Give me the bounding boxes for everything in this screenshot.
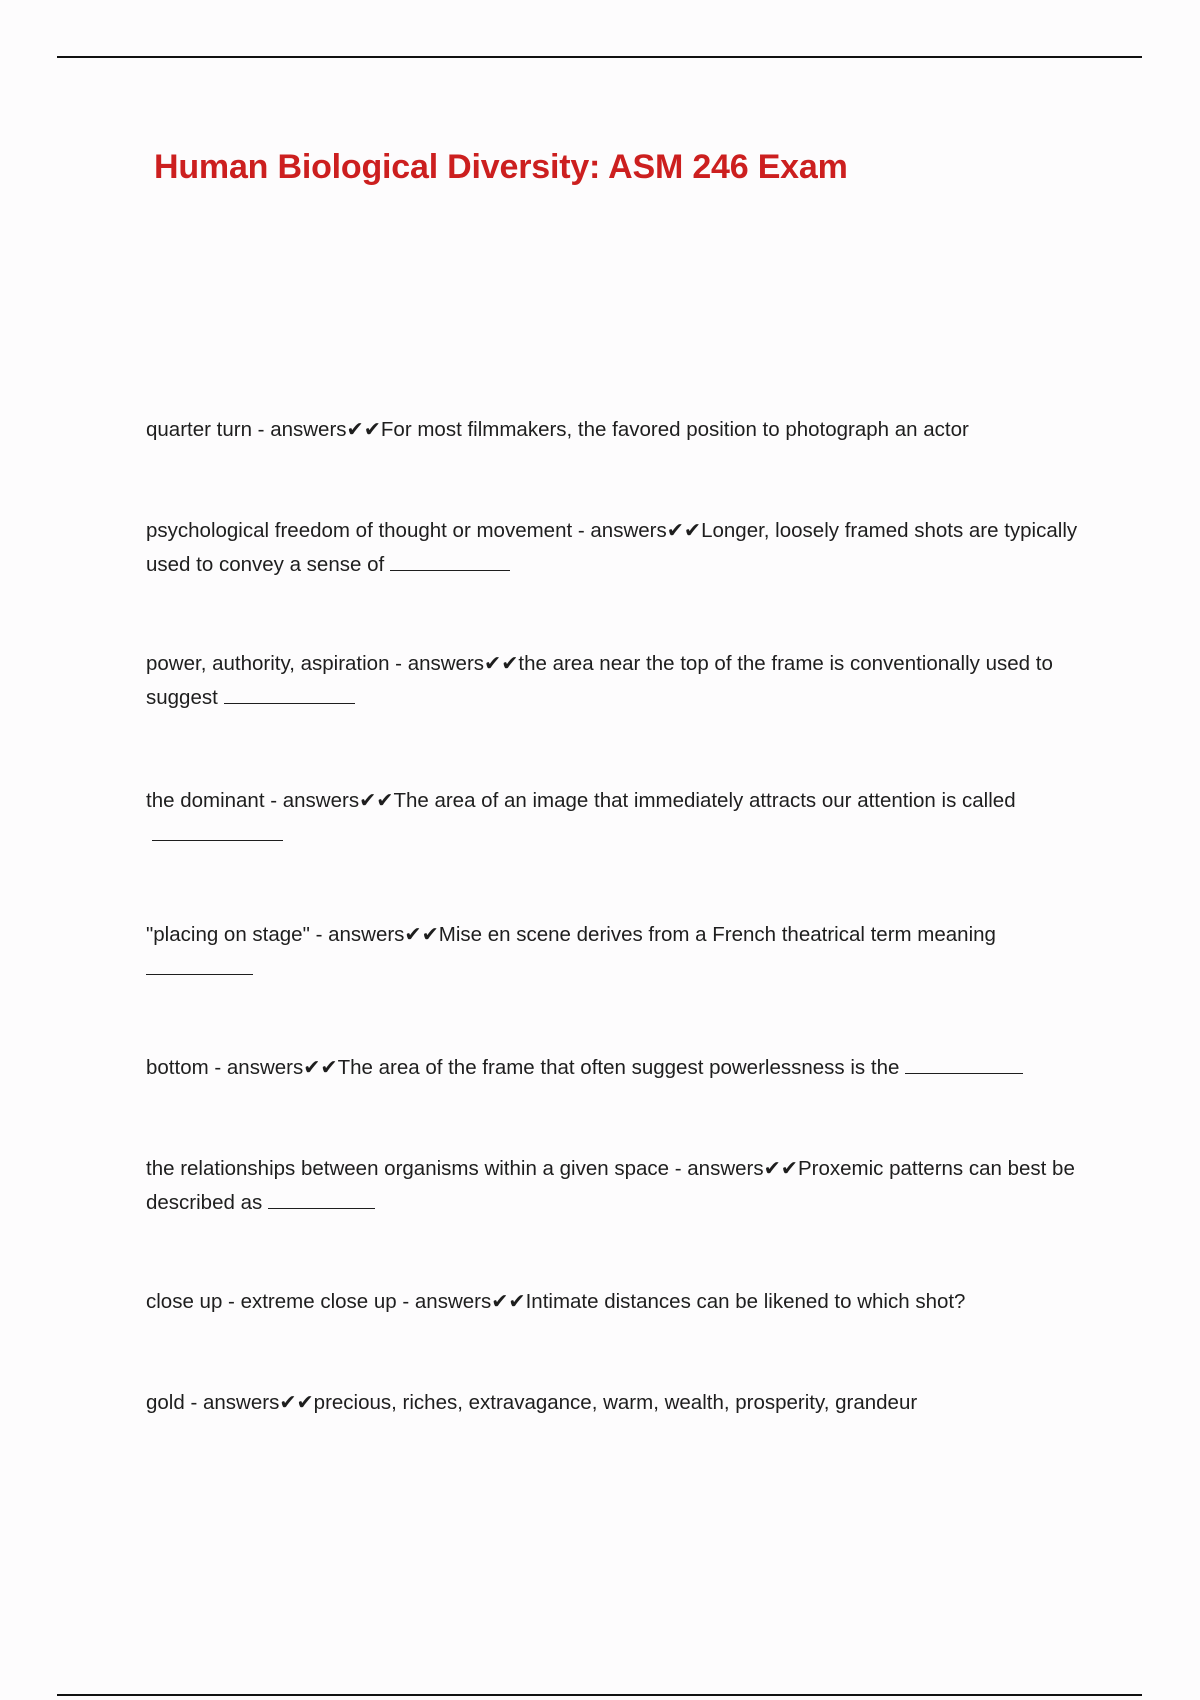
fill-in-blank: [146, 956, 253, 975]
fill-in-blank: [268, 1190, 375, 1209]
answer-separator: - answers✔✔: [572, 519, 702, 542]
answer-term: the relationships between organisms within a given space: [146, 1157, 670, 1180]
answer-separator: - answers✔✔: [669, 1157, 798, 1180]
qa-item-1: [146, 413, 1091, 447]
fill-in-blank: [905, 1055, 1023, 1074]
answer-separator: - answers✔✔: [264, 789, 394, 812]
question-text: precious, riches, extravagance, warm, wealth, prosperity, grandeur: [313, 1391, 918, 1414]
answer-term: the dominant: [146, 789, 265, 812]
question-text: Longer, loosely framed shots are typically used to convey a sense of: [146, 519, 1078, 576]
answer-separator: - answers✔✔: [396, 1290, 526, 1313]
answer-separator: - answers✔✔: [208, 1056, 338, 1079]
document-title: Human Biological Diversity: ASM 246 Exam: [154, 148, 848, 186]
answer-term: bottom: [146, 1056, 209, 1079]
answer-term: "placing on stage": [146, 923, 310, 946]
qa-item-2: [146, 514, 1091, 582]
qa-item-9: [146, 1386, 1091, 1420]
header-rule: [57, 56, 1142, 58]
fill-in-blank: [390, 552, 510, 571]
qa-item-3: [146, 647, 1091, 715]
qa-item-7: [146, 1152, 1091, 1220]
qa-item-4: [146, 784, 1091, 852]
answer-term: close up - extreme close up: [146, 1290, 397, 1313]
fill-in-blank: [152, 822, 283, 841]
answer-term: power, authority, aspiration: [146, 652, 390, 675]
answer-separator: - answers✔✔: [184, 1391, 314, 1414]
answer-separator: - answers✔✔: [389, 652, 519, 675]
qa-item-6: [146, 1051, 1091, 1085]
qa-item-8: [146, 1285, 1091, 1319]
question-text: Proxemic patterns can best be described as: [146, 1157, 1075, 1214]
question-text: the area near the top of the frame is conventionally used to suggest: [146, 652, 1053, 709]
question-text: For most filmmakers, the favored position to photograph an actor: [380, 418, 969, 441]
answer-term: psychological freedom of thought or movement: [146, 519, 573, 542]
footer-rule: [57, 1694, 1142, 1696]
fill-in-blank: [224, 685, 355, 704]
answer-separator: - answers✔✔: [309, 923, 439, 946]
question-text: Intimate distances can be likened to which shot?: [525, 1290, 966, 1313]
question-text: The area of an image that immediately attracts our attention is called: [393, 789, 1016, 812]
qa-item-5: [146, 918, 1091, 986]
question-text: The area of the frame that often suggest powerlessness is the: [337, 1056, 900, 1079]
question-text: Mise en scene derives from a French theatrical term meaning: [438, 923, 996, 946]
answer-separator: - answers✔✔: [251, 418, 381, 441]
answer-term: quarter turn: [146, 418, 252, 441]
answer-term: gold: [146, 1391, 185, 1414]
